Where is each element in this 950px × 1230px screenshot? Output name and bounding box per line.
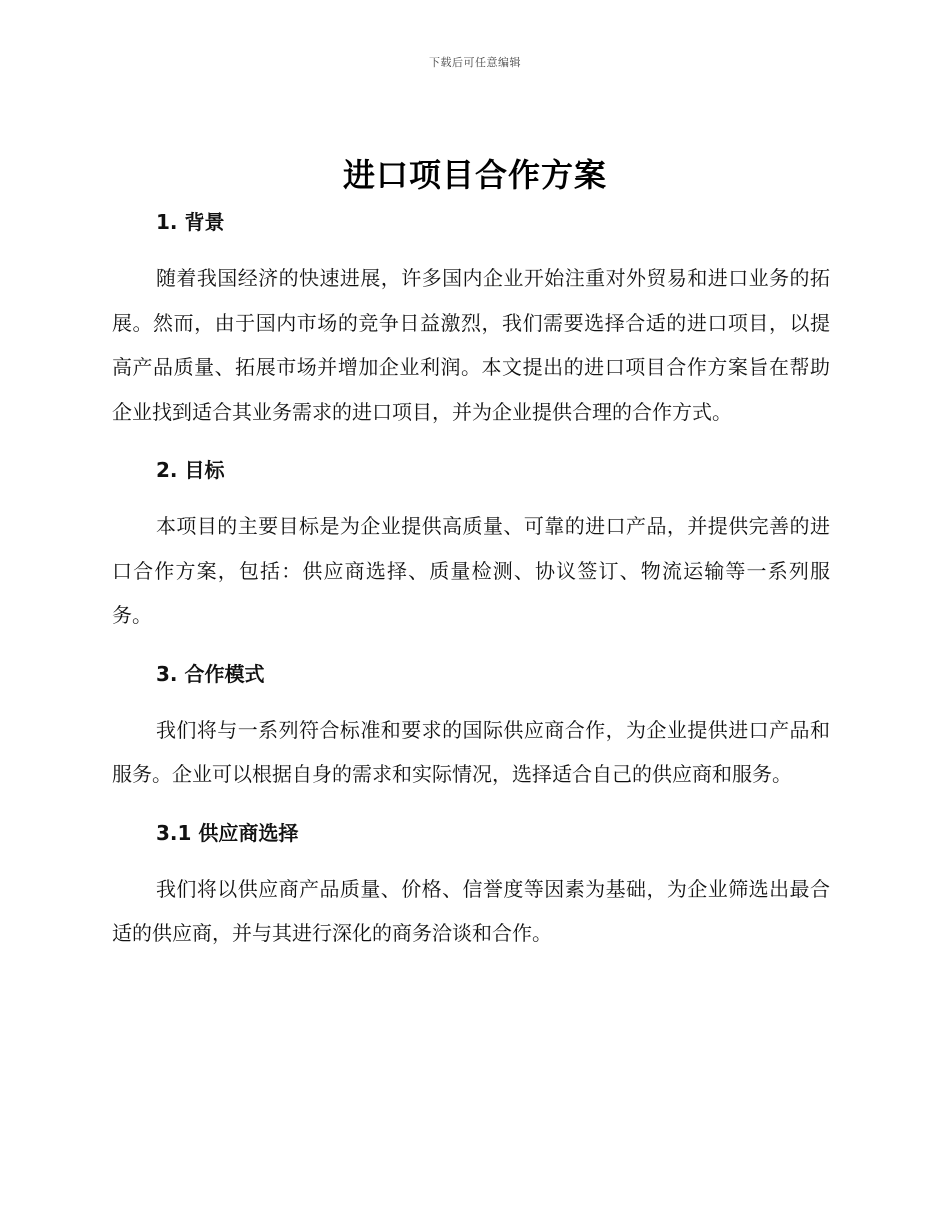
- section-cooperation-model: [112, 652, 830, 797]
- section-supplier-selection: [112, 811, 830, 956]
- section-background: [112, 200, 830, 434]
- section-paragraph: 我们将与一系列符合标准和要求的国际供应商合作，为企业提供进口产品和服务。企业可以根据自身的需求和实际情况，选择适合自己的供应商和服务。: [112, 717, 830, 786]
- section-heading: 3. 合作模式: [156, 661, 265, 686]
- section-heading: 1. 背景: [156, 210, 225, 234]
- document-body: [112, 200, 830, 970]
- document-title: 进口项目合作方案: [342, 156, 607, 194]
- section-heading: 2. 目标: [156, 458, 225, 482]
- section-paragraph: 本项目的主要目标是为企业提供高质量、可靠的进口产品，并提供完善的进口合作方案，包括：供应商选择、质量检测、协议签订、物流运输等一系列服务。: [112, 514, 830, 627]
- section-paragraph: 随着我国经济的快速进展，许多国内企业开始注重对外贸易和进口业务的拓展。然而，由于国内市场的竞争日益激烈，我们需要选择合适的进口项目，以提高产品质量、拓展市场并增加企业利润。本文提出的进口项目合作方案旨在帮助企业找到适合其业务需求的进口项目，并为企业提供合理的合作方式。: [112, 266, 830, 424]
- section-heading: 3.1 供应商选择: [156, 820, 299, 845]
- page-header-note: 下载后可任意编辑: [429, 56, 521, 69]
- section-paragraph: 我们将以供应商产品质量、价格、信誉度等因素为基础，为企业筛选出最合适的供应商，并与其进行深化的商务洽谈和合作。: [112, 876, 830, 945]
- section-goals: [112, 448, 830, 638]
